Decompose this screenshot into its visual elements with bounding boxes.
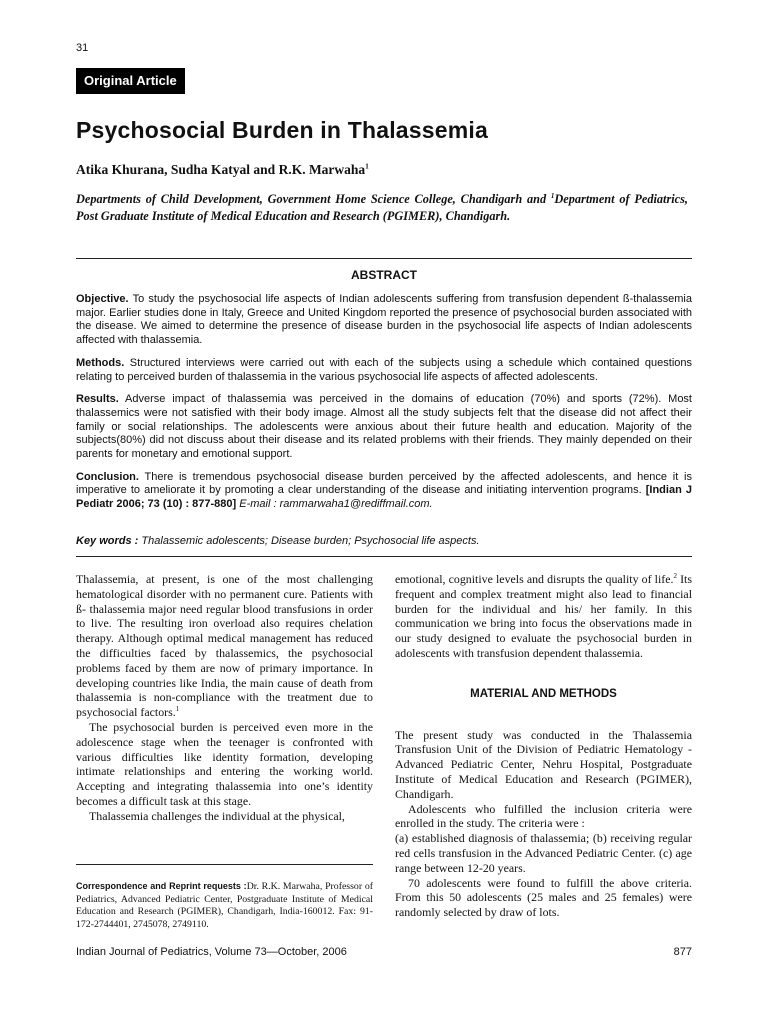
affiliation-superscript: 1	[550, 191, 555, 200]
article-type-badge: Original Article	[76, 68, 185, 94]
abstract-methods	[76, 357, 692, 384]
left-p1-text: Thalassemia, at present, is one of the most challenging hematological disorder with no permanent cure. Patients with ß- thalassemia major need regular blood transfusions in order to live. The resulting iron overload also requires chelation therapy. Although optimal medical management has reduced the difficulties faced by thalassemics, the psychosocial problems faced by them are now of primary importance. In developing countries like India, the main cause of death from thalassemia is non-compliance with the treatment due to psychosocial factors.	[76, 572, 373, 720]
authors	[76, 162, 369, 178]
abstract-results	[76, 393, 692, 462]
body-paragraph: The psychosocial burden is perceived even more in the adolescence stage when the teenager is confronted with various difficulties like identity formation, developing intimate relationships and entering the working world. Accepting and integrating thalassemia into one’s identity becomes a difficult task at this stage.	[76, 719, 373, 808]
page-number: 31	[76, 42, 89, 54]
affiliation-part2: Department of Pediatrics, Post Graduate Institute of Medical Education and Research (PGIMER), Chandigarh.	[76, 192, 688, 223]
abstract-body	[76, 293, 692, 521]
reference-superscript: 1	[175, 705, 180, 714]
email: E-mail : rammarwaha1@rediffmail.com.	[236, 498, 433, 511]
right-p1-start: emotional, cognitive levels and disrupts the quality of life.	[395, 572, 674, 586]
methods-text: Structured interviews were carried out with each of the subjects using a schedule which contained questions relating to perceived burden of thalassemia in the various psychosocial life aspects of affected adolescents.	[76, 356, 692, 383]
keywords	[76, 535, 480, 547]
body-paragraph: Thalassemia challenges the individual at the physical,	[89, 808, 345, 823]
body-paragraph	[76, 572, 373, 720]
affiliation-part1: Departments of Child Development, Government Home Science College, Chandigarh and	[76, 192, 551, 206]
correspondence-footnote	[76, 880, 373, 931]
body-column-right	[395, 572, 692, 920]
right-p1-rest: Its frequent and complex treatment might also lead to financial burden for the individual and his/ her family. In this communication we bring into focus the observations made in our study designed to evaluate the psychosocial burden in adolescents with transfusion dependent thalassemia.	[395, 572, 692, 660]
footer-journal: Indian Journal of Pediatrics, Volume 73—October, 2006	[76, 946, 347, 958]
authors-names: Atika Khurana, Sudha Katyal and R.K. Marwaha	[76, 162, 366, 177]
methods-label: Methods.	[76, 356, 125, 369]
keywords-value: Thalassemic adolescents; Disease burden; Psychosocial life aspects.	[138, 535, 480, 547]
correspondence-text: Dr. R.K. Marwaha, Professor of Pediatrics, Advanced Pediatric Center, Postgraduate Institute of Medical Education and Research (PGIMER), Chandigarh, India-160012. Fax: 91-172-2744401, 2745078, 2749110.	[76, 881, 373, 930]
conclusion-label: Conclusion.	[76, 470, 139, 483]
abstract-objective	[76, 293, 692, 348]
correspondence-label: Correspondence and Reprint requests :	[76, 881, 247, 891]
objective-label: Objective.	[76, 293, 129, 305]
body-paragraph: 70 adolescents were found to fulfill the above criteria. From this 50 adolescents (25 males and 25 females) were randomly selected by draw of lots.	[395, 875, 692, 920]
abstract-heading: ABSTRACT	[351, 268, 417, 282]
footnote-rule	[76, 864, 373, 865]
body-paragraph	[395, 572, 692, 661]
objective-text: To study the psychosocial life aspects of Indian adolescents suffering from transfusion dependent ß-thalassemia major. Earlier studies done in Italy, Greece and United Kingdom reported the presence of psychosocial burden associated with the disease. We aimed to determine the presence of disease burden in the psychosocial life aspects of Indian adolescents affected with thalassemia.	[76, 293, 692, 347]
citation: [Indian J Pediatr 2006; 73 (10) : 877-880]	[76, 484, 692, 511]
results-text: Adverse impact of thalassemia was perceived in the domains of education (70%) and sports (72%). Most thalassemics were not satisfied with their body image. Almost all the study subjects felt that the disease did not affect their family or social relationships. The adolescents were anxious about their future health and education. Majority of the subjects(80%) did not discuss about their disease and its related problems with their friends. They mainly depended on their parents for monetary and emotional support.	[76, 393, 692, 461]
authors-superscript: 1	[365, 162, 369, 171]
conclusion-text: There is tremendous psychosocial disease burden perceived by the affected adolescents, and hence it is imperative to ameliorate it by promoting a clear understanding of the disease and initiating intervention programs.	[76, 470, 692, 497]
section-heading-methods: MATERIAL AND METHODS	[470, 687, 617, 700]
keywords-label: Key words :	[76, 535, 139, 547]
body-paragraph: (a) established diagnosis of thalassemia; (b) receiving regular red cells transfusion in the Advanced Pediatric Center. (c) age range between 12-20 years.	[395, 831, 692, 875]
results-label: Results.	[76, 393, 119, 406]
body-paragraph: Adolescents who fulfilled the inclusion criteria were enrolled in the study. The criteria were :	[395, 801, 692, 831]
abstract-bottom-rule	[76, 556, 692, 557]
page-title: Psychosocial Burden in Thalassemia	[76, 117, 489, 143]
affiliation	[76, 191, 688, 225]
body-column-left	[76, 572, 373, 824]
footer-page-number: 877	[673, 946, 692, 958]
abstract-top-rule	[76, 258, 692, 259]
body-paragraph: The present study was conducted in the Thalassemia Transfusion Unit of the Division of Pediatric Hematology - Advanced Pediatric Center, Nehru Hospital, Postgraduate Institute of Medical Education and Research (PGIMER), Chandigarh.	[395, 727, 692, 801]
abstract-conclusion	[76, 471, 692, 512]
reference-superscript: 2	[673, 572, 677, 581]
